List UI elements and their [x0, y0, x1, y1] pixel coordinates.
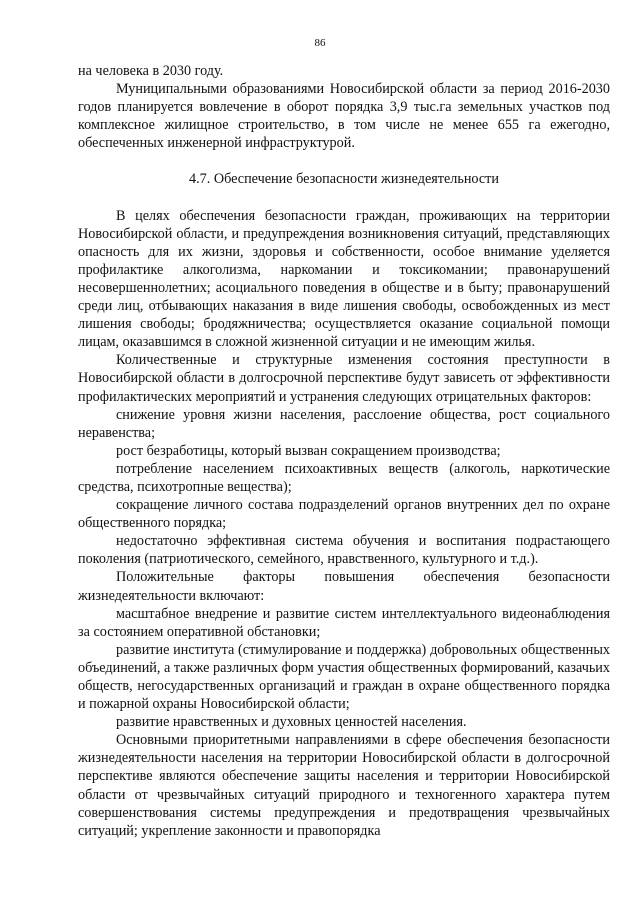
document-body — [78, 62, 610, 840]
list-item-video-surveillance: масштабное внедрение и развитие систем интеллектуального видеонаблюдения за состоянием оперативной обстановки; — [78, 605, 610, 640]
list-item-volunteer-support: развитие института (стимулирование и поддержка) добровольных общественных объединений, а также различных форм участия общественных формирований, казачьих обществ, негосударственных организаций и граждан в охране общественного порядка и пожарной охраны Новосибирской области; — [78, 641, 610, 713]
paragraph-land-plots: Муниципальными образованиями Новосибирской области за период 2016-2030 годов планируется вовлечение в оборот порядка 3,9 тыс.га земельных участков под комплексное жилищное строительство, в том числе не менее 655 га ежегодно, обеспеченных инженерной инфраструктурой. — [78, 81, 610, 152]
list-item-substances: потребление населением психоактивных веществ (алкоголь, наркотические средства, психотропные вещества); — [78, 460, 610, 495]
list-item-police-reduction: сокращение личного состава подразделений органов внутренних дел по охране общественного порядка; — [78, 497, 610, 532]
list-item-moral-values: развитие нравственных и духовных ценностей населения. — [116, 714, 467, 731]
list-item-education: недостаточно эффективная система обучения и воспитания подрастающего поколения (патриотического, семейного, нравственного, культурного и т.д.). — [78, 533, 610, 568]
paragraph-continuation: на человека в 2030 году. — [78, 63, 224, 79]
page-number: 86 — [314, 37, 326, 49]
list-item-living-standards: снижение уровня жизни населения, расслоение общества, рост социального неравенства; — [78, 406, 610, 441]
list-item-unemployment: рост безработицы, который вызван сокращением производства; — [116, 442, 501, 459]
paragraph-safety-intro: В целях обеспечения безопасности граждан, проживающих на территории Новосибирской области, и предупреждения возникновения ситуаций, представляющих опасность для их жизни, здоровья и собственности, особое внимание уделяется профилактике алкоголизма, наркомании и токсикомании; правонарушений несовершеннолетних; асоциального поведения в обществе и в быту; правонарушений среди лиц, отбывающих наказания в виде лишения свободы, освобожденных из мест лишения свободы; бродяжничества; осуществляется оказание социальной помощи лицам, оказавшимся в сложной жизненной ситуации и не имеющим жилья. — [78, 207, 610, 351]
section-title: 4.7. Обеспечение безопасности жизнедеятельности — [189, 171, 499, 188]
paragraph-priority-directions: Основными приоритетными направлениями в сфере обеспечения безопасности жизнедеятельности населения на территории Новосибирской области в долгосрочной перспективе являются обеспечение защиты населения и территории Новосибирской области от чрезвычайных ситуаций природного и техногенного характера путем совершенствования системы предупреждения и предотвращения чрезвычайных ситуаций; укрепление законности и правопорядка — [78, 732, 610, 839]
paragraph-crime-factors: Количественные и структурные изменения состояния преступности в Новосибирской области в долгосрочной перспективе будут зависеть от эффективности профилактических мероприятий и устранения следующих отрицательных факторов: — [78, 352, 610, 405]
paragraph-positive-factors: Положительные факторы повышения обеспечения безопасности жизнедеятельности включают: — [78, 569, 610, 604]
